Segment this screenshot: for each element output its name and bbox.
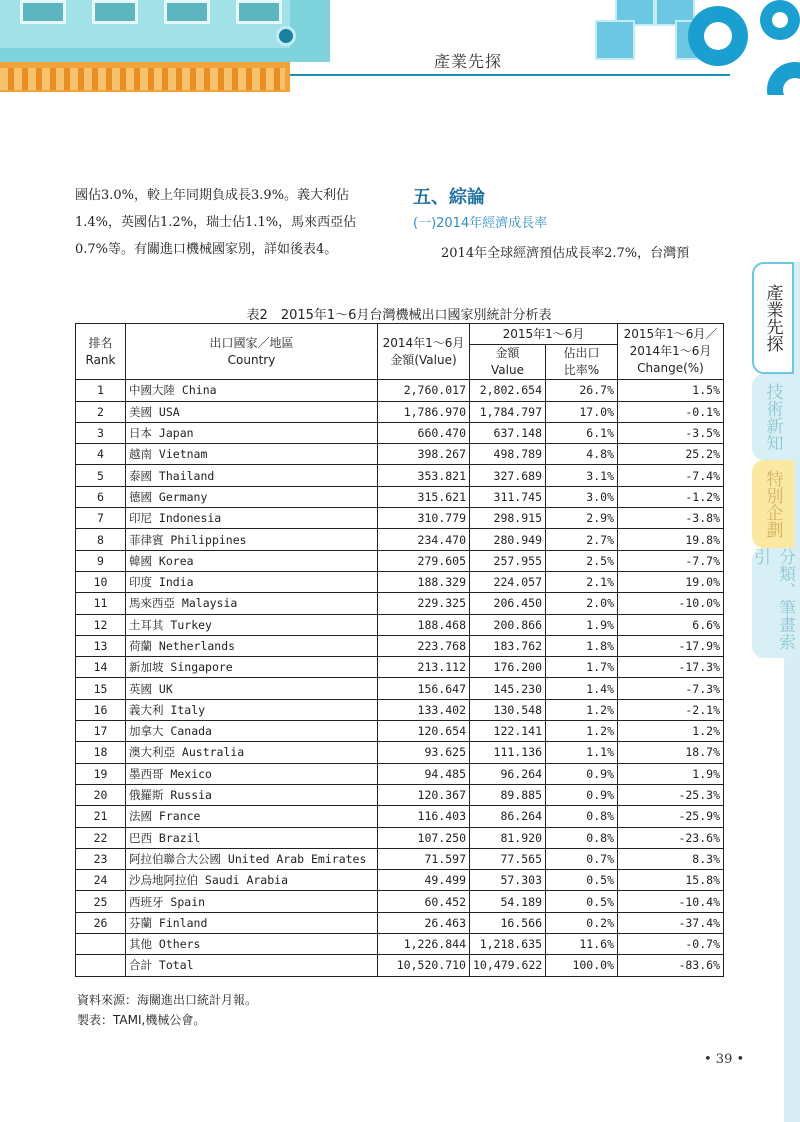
table-row: [76, 827, 724, 848]
cell-share: 3.1%: [546, 465, 618, 486]
cell-country: 西班牙 Spain: [126, 891, 378, 912]
cell-v2015: 57.303: [470, 870, 546, 891]
banner-stripes: [0, 68, 285, 90]
cell-rank: 6: [76, 486, 126, 507]
cell-change: -7.7%: [618, 550, 724, 571]
cell-v2014: 120.654: [378, 721, 470, 742]
cell-v2014: 116.403: [378, 806, 470, 827]
gears-icon: [660, 0, 800, 95]
cell-country: 印度 India: [126, 571, 378, 592]
cell-v2014: 315.621: [378, 486, 470, 507]
cell-share: 17.0%: [546, 401, 618, 422]
cell-rank: 9: [76, 550, 126, 571]
page-number: • 39 •: [704, 1052, 745, 1067]
cell-v2014: 213.112: [378, 657, 470, 678]
cell-country: 俄羅斯 Russia: [126, 784, 378, 805]
cell-change: -0.7%: [618, 934, 724, 955]
cell-change: 18.7%: [618, 742, 724, 763]
cell-country: 馬來西亞 Malaysia: [126, 593, 378, 614]
cell-share: 0.5%: [546, 891, 618, 912]
cell-change: 19.8%: [618, 529, 724, 550]
cell-rank: 20: [76, 784, 126, 805]
cell-v2014: 93.625: [378, 742, 470, 763]
cell-share: 4.8%: [546, 444, 618, 465]
cell-change: 25.2%: [618, 444, 724, 465]
cell-country: 新加坡 Singapore: [126, 657, 378, 678]
source-note: 資料來源：海關進出口統計月報。: [77, 993, 258, 1007]
cell-country: 加拿大 Canada: [126, 721, 378, 742]
cell-v2015: 637.148: [470, 422, 546, 443]
cell-rank: 23: [76, 848, 126, 869]
header-country: 出口國家／地區 Country: [126, 324, 378, 380]
table-row: [76, 529, 724, 550]
banner-chip: [164, 0, 210, 24]
table-row: [76, 657, 724, 678]
cell-v2014: 107.250: [378, 827, 470, 848]
cell-share: 0.7%: [546, 848, 618, 869]
cell-v2015: 257.955: [470, 550, 546, 571]
banner-chip: [20, 0, 66, 24]
cell-v2015: 77.565: [470, 848, 546, 869]
cell-change: -2.1%: [618, 699, 724, 720]
table-row: [76, 870, 724, 891]
cell-country: 日本 Japan: [126, 422, 378, 443]
cell-v2015: 89.885: [470, 784, 546, 805]
cell-change: -1.2%: [618, 486, 724, 507]
cell-rank: [76, 955, 126, 976]
table-caption: 表2 2015年1～6月台灣機械出口國家別統計分析表: [246, 308, 552, 323]
cell-share: 26.7%: [546, 380, 618, 401]
cell-rank: 14: [76, 657, 126, 678]
cell-rank: 21: [76, 806, 126, 827]
cell-change: -17.9%: [618, 635, 724, 656]
table-row: [76, 678, 724, 699]
table-row: [76, 934, 724, 955]
cell-rank: 16: [76, 699, 126, 720]
cell-country: 巴西 Brazil: [126, 827, 378, 848]
cell-share: 2.5%: [546, 550, 618, 571]
cell-v2014: 279.605: [378, 550, 470, 571]
cell-change: 8.3%: [618, 848, 724, 869]
table-row: [76, 444, 724, 465]
cell-v2015: 54.189: [470, 891, 546, 912]
table-row: [76, 763, 724, 784]
cell-share: 2.9%: [546, 508, 618, 529]
section-subheading: (一)2014年經濟成長率: [413, 216, 548, 231]
cell-share: 11.6%: [546, 934, 618, 955]
banner-chip: [92, 0, 138, 24]
table-row: [76, 614, 724, 635]
cell-change: 1.5%: [618, 380, 724, 401]
export-table: [75, 323, 724, 977]
table-row: [76, 465, 724, 486]
cell-country: 泰國 Thailand: [126, 465, 378, 486]
cell-share: 0.8%: [546, 806, 618, 827]
cell-v2015: 2,802.654: [470, 380, 546, 401]
cell-v2014: 310.779: [378, 508, 470, 529]
cell-v2015: 298.915: [470, 508, 546, 529]
table-row: [76, 401, 724, 422]
cell-rank: 8: [76, 529, 126, 550]
table-row: [76, 508, 724, 529]
cell-change: -10.4%: [618, 891, 724, 912]
cell-v2015: 498.789: [470, 444, 546, 465]
cell-country: 阿拉伯聯合大公國 United Arab Emirates: [126, 848, 378, 869]
cell-change: -25.9%: [618, 806, 724, 827]
text-line: 1.4%，英國佔1.2%，瑞士佔1.1%，馬來西亞佔: [75, 215, 357, 230]
table-row: [76, 891, 724, 912]
cell-country: 沙烏地阿拉伯 Saudi Arabia: [126, 870, 378, 891]
tab-special[interactable]: 特別企劃: [752, 460, 794, 548]
cell-v2015: 1,218.635: [470, 934, 546, 955]
cell-rank: 5: [76, 465, 126, 486]
cell-country: 法國 France: [126, 806, 378, 827]
cell-share: 0.9%: [546, 763, 618, 784]
cell-v2014: 71.597: [378, 848, 470, 869]
header-title: 產業先探: [434, 52, 503, 71]
cell-country: 土耳其 Turkey: [126, 614, 378, 635]
cell-v2014: 188.329: [378, 571, 470, 592]
cell-v2015: 280.949: [470, 529, 546, 550]
tab-index[interactable]: 分類、筆畫索引: [752, 548, 794, 658]
cell-v2015: 200.866: [470, 614, 546, 635]
table-row: [76, 955, 724, 976]
cell-change: -7.3%: [618, 678, 724, 699]
cell-v2015: 96.264: [470, 763, 546, 784]
cell-v2015: 206.450: [470, 593, 546, 614]
cell-v2015: 224.057: [470, 571, 546, 592]
cell-rank: 7: [76, 508, 126, 529]
cell-change: 1.9%: [618, 763, 724, 784]
section-heading: 五、綜論: [413, 187, 485, 208]
cell-rank: 4: [76, 444, 126, 465]
cell-rank: 22: [76, 827, 126, 848]
left-column-text: [75, 182, 385, 263]
cell-rank: 17: [76, 721, 126, 742]
header-change: 2015年1～6月／ 2014年1～6月 Change(%): [618, 324, 724, 380]
cell-rank: 1: [76, 380, 126, 401]
pyramid-tile: [595, 20, 635, 60]
cell-country: 英國 UK: [126, 678, 378, 699]
cell-rank: [76, 934, 126, 955]
cell-v2015: 176.200: [470, 657, 546, 678]
cell-share: 1.2%: [546, 721, 618, 742]
table-notes: [77, 990, 257, 1030]
cell-v2015: 10,479.622: [470, 955, 546, 976]
cell-v2014: 353.821: [378, 465, 470, 486]
cell-country: 美國 USA: [126, 401, 378, 422]
cell-v2014: 223.768: [378, 635, 470, 656]
tab-industry[interactable]: 產業先探: [752, 262, 794, 374]
cell-rank: 13: [76, 635, 126, 656]
header-banner: [0, 0, 800, 95]
table-row: [76, 550, 724, 571]
table-row: [76, 635, 724, 656]
cell-v2015: 183.762: [470, 635, 546, 656]
cell-share: 2.7%: [546, 529, 618, 550]
cell-share: 1.8%: [546, 635, 618, 656]
cell-v2014: 2,760.017: [378, 380, 470, 401]
banner-chip: [236, 0, 282, 24]
tab-tech[interactable]: 技術新知: [752, 374, 794, 460]
cell-share: 1.4%: [546, 678, 618, 699]
cell-v2014: 94.485: [378, 763, 470, 784]
table-row: [76, 721, 724, 742]
cell-v2014: 49.499: [378, 870, 470, 891]
header-value-2014: 2014年1～6月 金額(Value): [378, 324, 470, 380]
cell-v2015: 327.689: [470, 465, 546, 486]
cell-country: 其他 Others: [126, 934, 378, 955]
cell-country: 印尼 Indonesia: [126, 508, 378, 529]
cell-change: -83.6%: [618, 955, 724, 976]
cell-v2015: 130.548: [470, 699, 546, 720]
cell-v2014: 156.647: [378, 678, 470, 699]
cell-rank: 2: [76, 401, 126, 422]
cell-rank: 25: [76, 891, 126, 912]
cell-change: -3.8%: [618, 508, 724, 529]
cell-country: 荷蘭 Netherlands: [126, 635, 378, 656]
cell-v2015: 1,784.797: [470, 401, 546, 422]
cell-share: 1.1%: [546, 742, 618, 763]
maker-note: 製表：TAMI,機械公會。: [77, 1013, 206, 1027]
cell-change: -37.4%: [618, 912, 724, 933]
table-row: [76, 784, 724, 805]
cell-country: 澳大利亞 Australia: [126, 742, 378, 763]
cell-share: 100.0%: [546, 955, 618, 976]
cell-v2015: 311.745: [470, 486, 546, 507]
cell-share: 1.9%: [546, 614, 618, 635]
header-share: 佔出口 比率%: [546, 345, 618, 380]
cell-v2014: 398.267: [378, 444, 470, 465]
circuit-node-icon: [276, 26, 296, 46]
cell-country: 菲律賓 Philippines: [126, 529, 378, 550]
cell-share: 0.8%: [546, 827, 618, 848]
cell-change: 15.8%: [618, 870, 724, 891]
table-row: [76, 422, 724, 443]
header-value-2015: 金額 Value: [470, 345, 546, 380]
header-rank: 排名 Rank: [76, 324, 126, 380]
cell-v2015: 86.264: [470, 806, 546, 827]
cell-change: -25.3%: [618, 784, 724, 805]
cell-change: 6.6%: [618, 614, 724, 635]
cell-change: -17.3%: [618, 657, 724, 678]
cell-rank: 12: [76, 614, 126, 635]
cell-country: 韓國 Korea: [126, 550, 378, 571]
cell-change: 1.2%: [618, 721, 724, 742]
cell-country: 中國大陸 China: [126, 380, 378, 401]
cell-rank: 18: [76, 742, 126, 763]
cell-rank: 26: [76, 912, 126, 933]
cell-rank: 15: [76, 678, 126, 699]
cell-v2015: 111.136: [470, 742, 546, 763]
cell-v2015: 81.920: [470, 827, 546, 848]
cell-country: 芬蘭 Finland: [126, 912, 378, 933]
cell-share: 0.2%: [546, 912, 618, 933]
table-row: [76, 806, 724, 827]
cell-change: -0.1%: [618, 401, 724, 422]
cell-v2014: 188.468: [378, 614, 470, 635]
table-row: [76, 699, 724, 720]
cell-v2014: 120.367: [378, 784, 470, 805]
cell-country: 德國 Germany: [126, 486, 378, 507]
cell-change: -3.5%: [618, 422, 724, 443]
chapter-tabs: [752, 262, 800, 1122]
cell-share: 1.2%: [546, 699, 618, 720]
cell-v2014: 1,226.844: [378, 934, 470, 955]
cell-share: 0.5%: [546, 870, 618, 891]
cell-country: 合計 Total: [126, 955, 378, 976]
cell-v2014: 10,520.710: [378, 955, 470, 976]
table-row: [76, 380, 724, 401]
header-group-2015: 2015年1～6月: [470, 324, 618, 345]
cell-v2014: 1,786.970: [378, 401, 470, 422]
table-row: [76, 742, 724, 763]
text-line: 國佔3.0%，較上年同期負成長3.9%。義大利佔: [75, 188, 350, 203]
table-row: [76, 571, 724, 592]
cell-change: -23.6%: [618, 827, 724, 848]
cell-v2014: 26.463: [378, 912, 470, 933]
table-row: [76, 593, 724, 614]
cell-change: -10.0%: [618, 593, 724, 614]
cell-v2014: 234.470: [378, 529, 470, 550]
cell-share: 1.7%: [546, 657, 618, 678]
table-row: [76, 912, 724, 933]
cell-share: 2.0%: [546, 593, 618, 614]
cell-v2015: 145.230: [470, 678, 546, 699]
cell-v2014: 660.470: [378, 422, 470, 443]
cell-rank: 3: [76, 422, 126, 443]
text-line: 0.7%等。有關進口機械國家別，詳如後表4。: [75, 242, 338, 257]
table-body: [76, 380, 724, 976]
cell-change: -7.4%: [618, 465, 724, 486]
table-row: [76, 848, 724, 869]
cell-v2015: 122.141: [470, 721, 546, 742]
cell-v2015: 16.566: [470, 912, 546, 933]
cell-share: 3.0%: [546, 486, 618, 507]
cell-rank: 10: [76, 571, 126, 592]
cell-v2014: 60.452: [378, 891, 470, 912]
section-paragraph: 2014年全球經濟預估成長率2.7%，台灣預: [441, 246, 690, 261]
cell-country: 越南 Vietnam: [126, 444, 378, 465]
cell-rank: 24: [76, 870, 126, 891]
cell-v2014: 133.402: [378, 699, 470, 720]
cell-v2014: 229.325: [378, 593, 470, 614]
cell-share: 6.1%: [546, 422, 618, 443]
cell-country: 義大利 Italy: [126, 699, 378, 720]
cell-country: 墨西哥 Mexico: [126, 763, 378, 784]
cell-share: 2.1%: [546, 571, 618, 592]
table-row: [76, 486, 724, 507]
cell-change: 19.0%: [618, 571, 724, 592]
cell-rank: 19: [76, 763, 126, 784]
cell-rank: 11: [76, 593, 126, 614]
cell-share: 0.9%: [546, 784, 618, 805]
